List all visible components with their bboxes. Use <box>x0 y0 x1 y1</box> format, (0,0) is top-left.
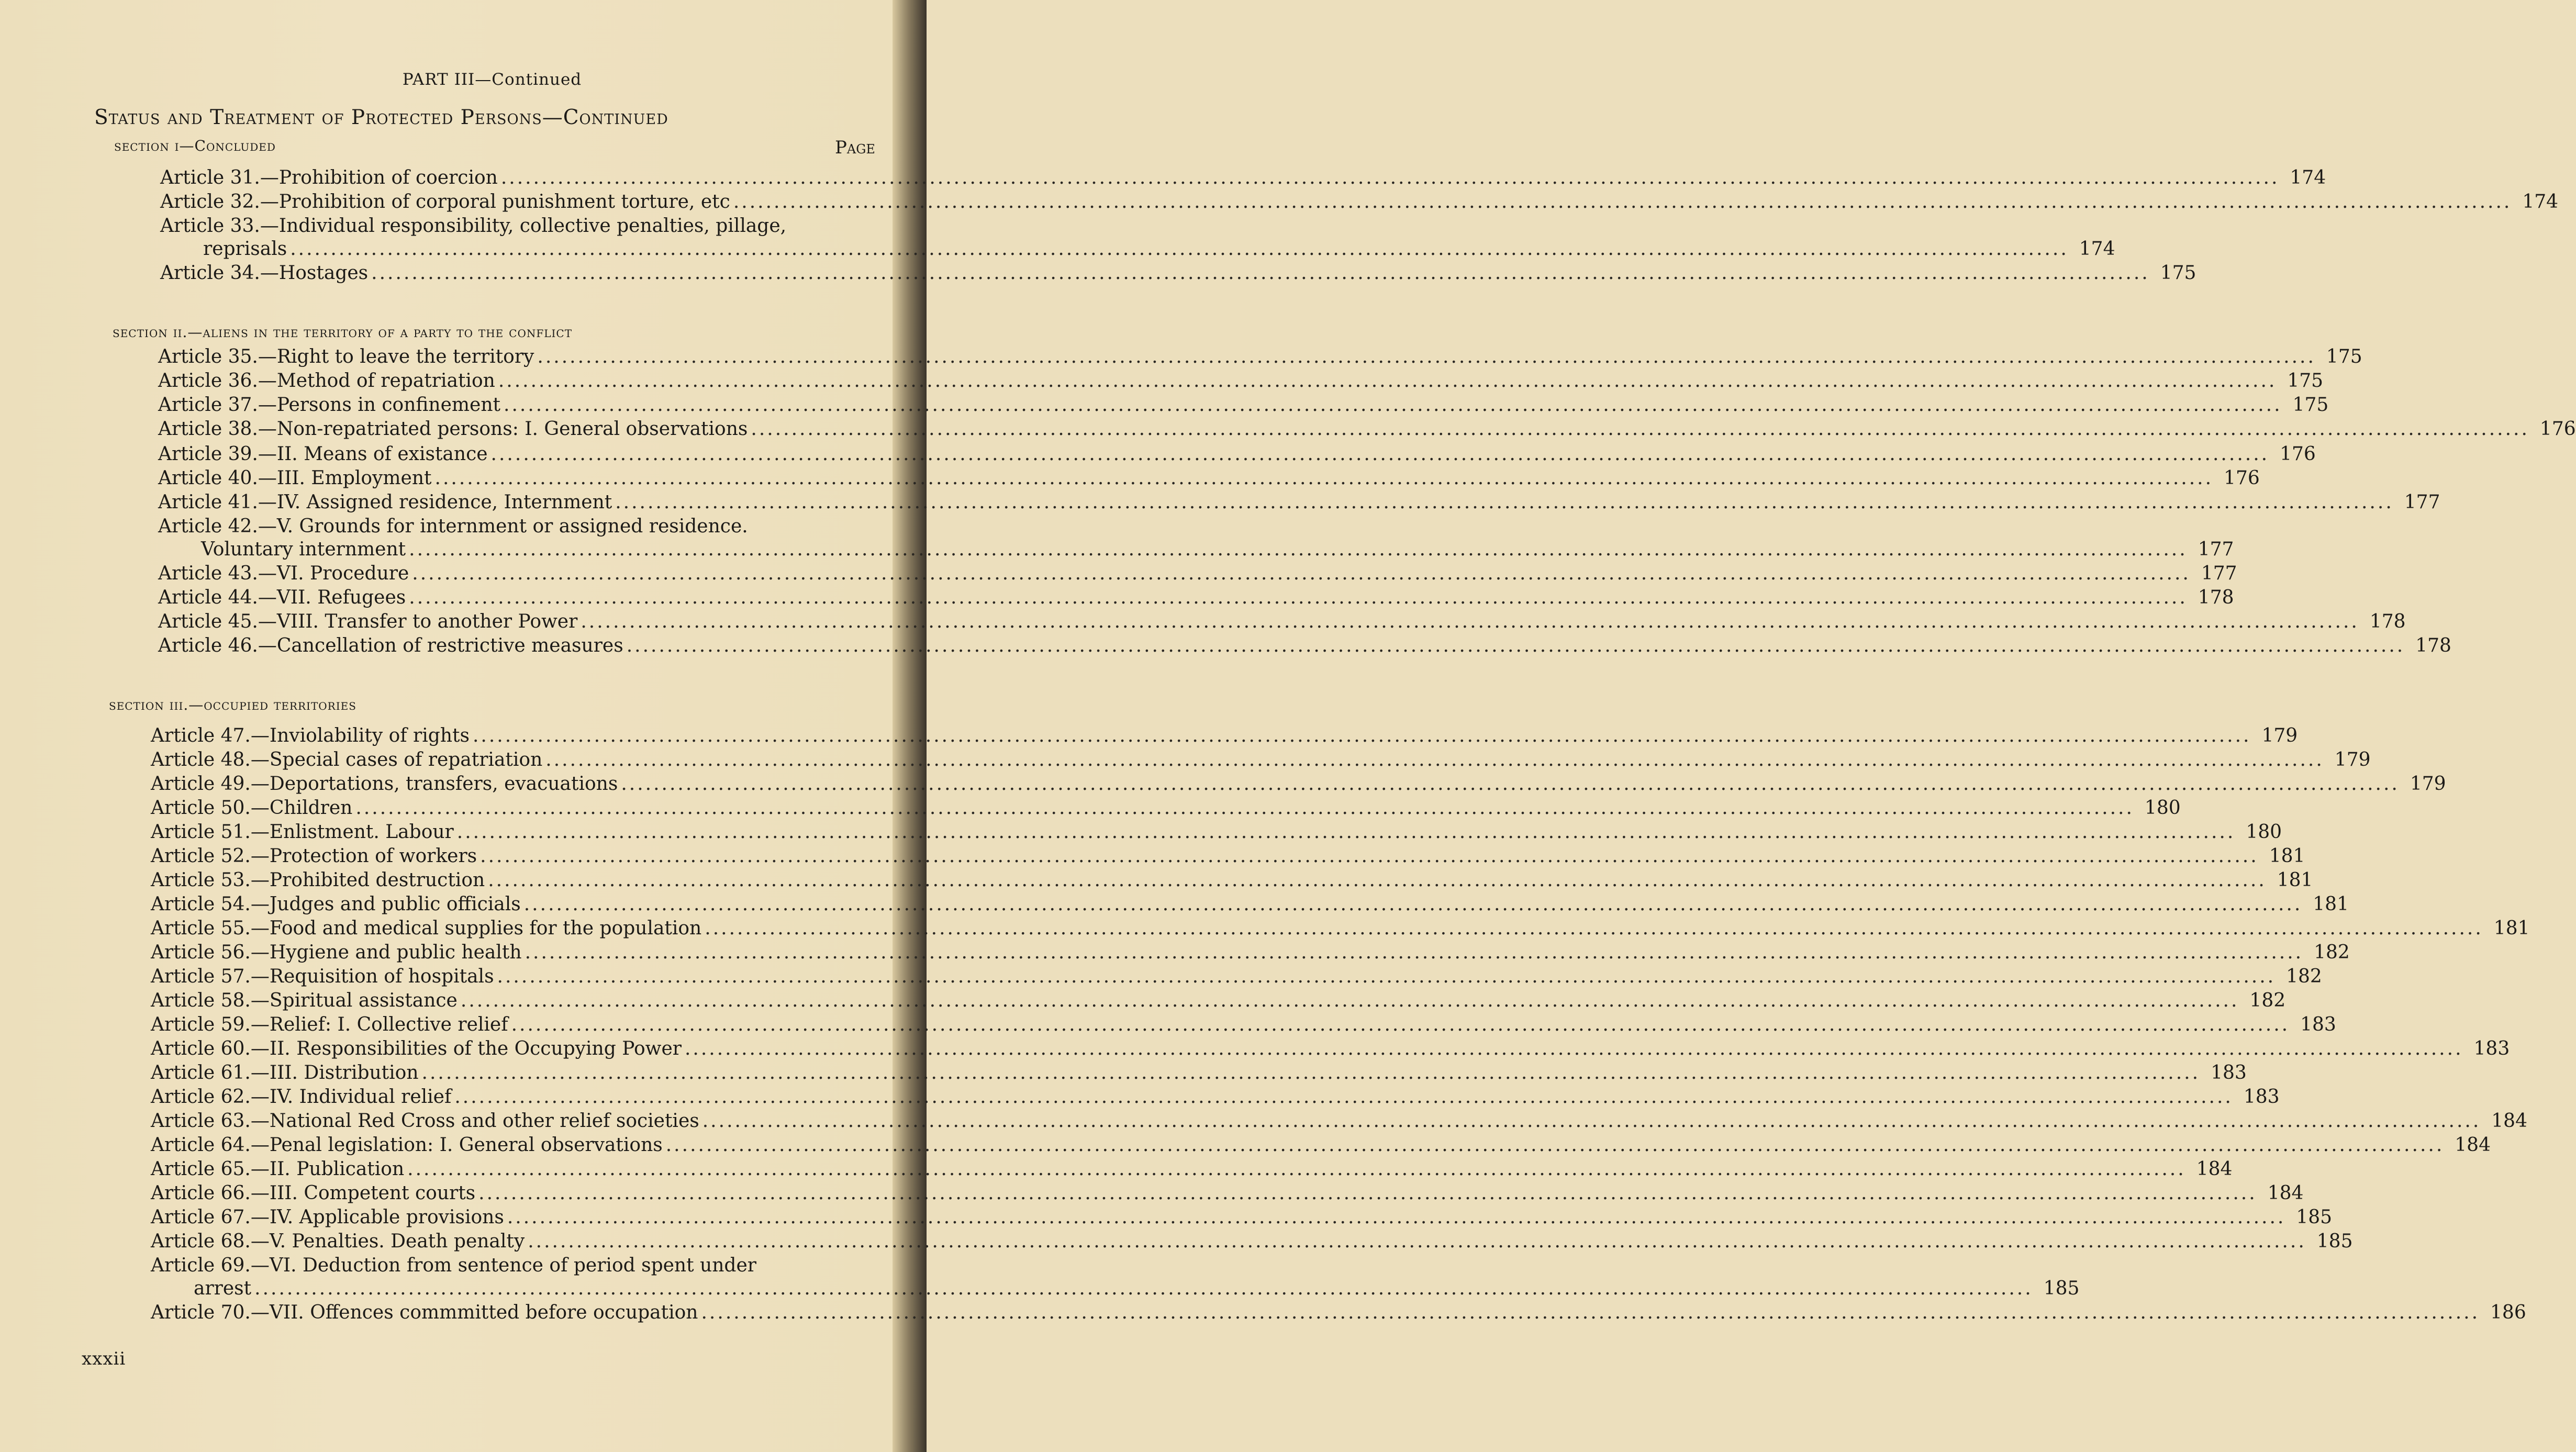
page-number: 180 <box>2144 797 2181 819</box>
dot-leader: ............................................................................................................................................................................................................................ <box>407 1158 2186 1180</box>
dot-leader: ............................................................................................................................................................................................................................ <box>488 869 2267 891</box>
entry-title-continued: reprisals <box>203 238 287 260</box>
entry-title: Article 57.—Requisition of hospitals <box>151 966 494 987</box>
dot-leader: ............................................................................................................................................................................................................................ <box>498 370 2277 392</box>
toc-entry <box>158 443 2316 466</box>
toc-entry <box>151 773 2446 796</box>
dot-leader: ............................................................................................................................................................................................................................ <box>472 725 2251 746</box>
dot-leader: ............................................................................................................................................................................................................................ <box>705 918 2483 939</box>
dot-leader: ............................................................................................................................................................................................................................ <box>615 492 2394 513</box>
toc-entry <box>158 491 2440 514</box>
entry-title: Article 63.—National Red Cross and other relief societies <box>151 1110 699 1132</box>
dot-leader: ............................................................................................................................................................................................................................ <box>581 611 2359 632</box>
toc-entry <box>151 989 2286 1012</box>
dot-leader: ............................................................................................................................................................................................................................ <box>665 1134 2445 1156</box>
entry-title: Article 49.—Deportations, transfers, evacuations <box>151 773 618 795</box>
page-number: 183 <box>2473 1038 2510 1059</box>
entry-title: Article 58.—Spiritual assistance <box>151 990 458 1011</box>
toc-entry <box>158 586 2234 609</box>
page-number: 179 <box>2334 749 2371 770</box>
dot-leader: ............................................................................................................................................................................................................................ <box>528 1231 2306 1252</box>
toc-entry <box>158 610 2406 633</box>
entry-title: Article 50.—Children <box>151 797 353 819</box>
page-number: 186 <box>2490 1302 2526 1323</box>
page-number: 178 <box>2415 635 2451 656</box>
page-number: 177 <box>2201 563 2237 584</box>
toc-entry <box>158 418 2576 441</box>
page-number: 185 <box>2316 1231 2353 1252</box>
toc-entry <box>160 215 2115 261</box>
dot-leader: ............................................................................................................................................................................................................................ <box>409 587 2188 608</box>
dot-leader: ............................................................................................................................................................................................................................ <box>460 990 2239 1011</box>
dot-leader: ............................................................................................................................................................................................................................ <box>254 1278 2033 1299</box>
toc-entry <box>151 724 2298 747</box>
toc-entry <box>151 1230 2353 1253</box>
dot-leader: ............................................................................................................................................................................................................................ <box>701 1302 2480 1323</box>
page-number: 176 <box>2539 418 2576 440</box>
toc-entry <box>151 845 2305 868</box>
entry-title: Article 40.—III. Employment <box>158 467 432 489</box>
dot-leader: ............................................................................................................................................................................................................................ <box>480 845 2259 867</box>
dot-leader: ............................................................................................................................................................................................................................ <box>523 893 2303 915</box>
dot-leader: ............................................................................................................................................................................................................................ <box>511 1014 2290 1035</box>
entry-title: Article 37.—Persons in confinement <box>158 394 500 416</box>
entry-title: Article 32.—Prohibition of corporal punishment torture, etc <box>160 191 730 213</box>
toc-entry <box>151 917 2530 940</box>
dot-leader: ............................................................................................................................................................................................................................ <box>507 1207 2286 1228</box>
entry-title: Article 51.—Enlistment. Labour <box>151 821 454 843</box>
entry-title: Article 53.—Prohibited destruction <box>151 869 485 891</box>
entry-title-continued: arrest <box>194 1278 252 1299</box>
entry-title: Article 31.—Prohibition of coercion <box>160 167 498 188</box>
page-number: 177 <box>2404 492 2440 513</box>
dot-leader: ............................................................................................................................................................................................................................ <box>355 797 2134 819</box>
page-number: 184 <box>2267 1182 2304 1204</box>
toc-entry <box>158 634 2451 657</box>
toc-entry <box>151 1062 2247 1085</box>
page-number: 180 <box>2246 821 2282 843</box>
entry-title: Article 67.—IV. Applicable provisions <box>151 1207 504 1228</box>
entry-title: Article 42.—V. Grounds for internment or assigned residence. <box>158 516 748 537</box>
toc-entry <box>151 1134 2491 1157</box>
page-number: 177 <box>2198 539 2234 560</box>
toc-entry <box>151 749 2371 772</box>
page-number: 183 <box>2243 1086 2280 1108</box>
toc-entry <box>158 467 2260 490</box>
toc-entry <box>151 1206 2333 1229</box>
page-column-label: Page <box>835 137 875 158</box>
entry-title: Article 66.—III. Competent courts <box>151 1182 476 1204</box>
entry-title: Article 56.—Hygiene and public health <box>151 942 522 963</box>
page-number: 176 <box>2224 467 2260 489</box>
dot-leader: ............................................................................................................................................................................................................................ <box>751 418 2529 440</box>
page-number: 181 <box>2493 918 2530 939</box>
dot-leader: ............................................................................................................................................................................................................................ <box>371 262 2150 284</box>
toc-entry <box>160 166 2326 189</box>
entry-title: Article 36.—Method of repatriation <box>158 370 495 392</box>
entry-title: Article 60.—II. Responsibilities of the Occupying Power <box>151 1038 682 1059</box>
section-heading: section i—Concluded <box>114 137 276 154</box>
page-number: 175 <box>2326 346 2362 367</box>
entry-title: Article 38.—Non-repatriated persons: I. General observations <box>158 418 748 440</box>
page-number: 174 <box>2290 167 2326 188</box>
entry-title: Article 59.—Relief: I. Collective relief <box>151 1014 508 1035</box>
dot-leader: ............................................................................................................................................................................................................................ <box>421 1062 2201 1084</box>
status-heading: Status and Treatment of Protected Persons—Continued <box>94 106 668 129</box>
page-number: 175 <box>2160 262 2196 284</box>
toc-entry <box>151 1086 2280 1109</box>
entry-title-continued: Voluntary internment <box>201 539 406 560</box>
dot-leader: ............................................................................................................................................................................................................................ <box>733 191 2512 213</box>
page-number: 178 <box>2198 587 2234 608</box>
entry-title: Article 46.—Cancellation of restrictive measures <box>158 635 623 656</box>
page-number: 174 <box>2522 191 2559 213</box>
section-heading: section iii.—occupied territories <box>109 696 356 713</box>
page-number: 175 <box>2287 370 2324 392</box>
page-number: 181 <box>2269 845 2305 867</box>
page-number: 181 <box>2277 869 2313 891</box>
dot-leader: ............................................................................................................................................................................................................................ <box>290 238 2069 260</box>
entry-title: Article 43.—VI. Procedure <box>158 563 409 584</box>
page-folio: xxxii <box>82 1348 126 1369</box>
dot-leader: ............................................................................................................................................................................................................................ <box>684 1038 2463 1059</box>
page-number: 182 <box>2314 942 2350 963</box>
toc-entry <box>151 821 2282 844</box>
page-number: 184 <box>2491 1110 2527 1132</box>
dot-leader: ............................................................................................................................................................................................................................ <box>500 167 2280 188</box>
toc-entry <box>160 191 2559 214</box>
toc-entry <box>158 515 2234 561</box>
entry-title: Article 34.—Hostages <box>160 262 369 284</box>
entry-title: Article 52.—Protection of workers <box>151 845 477 867</box>
entry-title: Article 65.—II. Publication <box>151 1158 405 1180</box>
toc-entry <box>151 1254 2080 1300</box>
toc-entry <box>151 1158 2233 1181</box>
page-number: 183 <box>2300 1014 2336 1035</box>
toc-entry <box>151 1037 2510 1060</box>
toc-entry <box>151 1182 2304 1205</box>
toc-entry <box>151 1013 2336 1036</box>
entry-title: Article 68.—V. Penalties. Death penalty <box>151 1231 525 1252</box>
entry-title: Article 33.—Individual responsibility, collective penalties, pillage, <box>160 215 787 237</box>
page-number: 176 <box>2280 443 2316 465</box>
dot-leader: ............................................................................................................................................................................................................................ <box>412 563 2191 584</box>
entry-title: Article 41.—IV. Assigned residence, Internment <box>158 492 612 513</box>
page-number: 174 <box>2079 238 2115 260</box>
toc-entry <box>151 893 2349 916</box>
page-number: 185 <box>2043 1278 2080 1299</box>
toc-entry <box>151 965 2322 988</box>
entry-title: Article 61.—III. Distribution <box>151 1062 419 1084</box>
toc-entry <box>158 370 2324 393</box>
entry-title: Article 55.—Food and medical supplies for the population <box>151 918 702 939</box>
entry-title: Article 45.—VIII. Transfer to another Power <box>158 611 578 632</box>
toc-entry <box>151 1110 2527 1133</box>
page-number: 182 <box>2249 990 2286 1011</box>
dot-leader: ............................................................................................................................................................................................................................ <box>434 467 2214 489</box>
dot-leader: ............................................................................................................................................................................................................................ <box>490 443 2270 465</box>
entry-title: Article 70.—VII. Offences commmitted before occupation <box>151 1302 698 1323</box>
toc-entry <box>158 345 2362 368</box>
entry-title: Article 35.—Right to leave the territory <box>158 346 534 367</box>
toc-entry <box>158 394 2329 417</box>
entry-title: Article 54.—Judges and public officials <box>151 893 521 915</box>
entry-title: Article 64.—Penal legislation: I. General observations <box>151 1134 663 1156</box>
dot-leader: ............................................................................................................................................................................................................................ <box>621 773 2400 795</box>
dot-leader: ............................................................................................................................................................................................................................ <box>478 1182 2257 1204</box>
entry-title: Article 62.—IV. Individual relief <box>151 1086 452 1108</box>
dot-leader: ............................................................................................................................................................................................................................ <box>456 821 2236 843</box>
dot-leader: ............................................................................................................................................................................................................................ <box>525 942 2304 963</box>
page-number: 184 <box>2196 1158 2233 1180</box>
dot-leader: ............................................................................................................................................................................................................................ <box>409 539 2188 560</box>
dot-leader: ............................................................................................................................................................................................................................ <box>626 635 2405 656</box>
dot-leader: ............................................................................................................................................................................................................................ <box>537 346 2316 367</box>
toc-entry <box>151 797 2181 820</box>
dot-leader: ............................................................................................................................................................................................................................ <box>504 394 2282 416</box>
page-number: 185 <box>2296 1207 2333 1228</box>
entry-title: Article 39.—II. Means of existance <box>158 443 488 465</box>
dot-leader: ............................................................................................................................................................................................................................ <box>454 1086 2233 1108</box>
page-number: 179 <box>2261 725 2298 746</box>
dot-leader: ............................................................................................................................................................................................................................ <box>545 749 2324 770</box>
page-number: 175 <box>2292 394 2329 416</box>
entry-title: Article 44.—VII. Refugees <box>158 587 406 608</box>
part-heading: PART III—Continued <box>402 70 582 89</box>
toc-entry <box>151 1301 2526 1324</box>
section-heading: section ii.—aliens in the territory of a party to the conflict <box>113 323 573 341</box>
entry-title: Article 48.—Special cases of repatriation <box>151 749 543 770</box>
entry-title: Article 69.—VI. Deduction from sentence of period spent under <box>151 1255 756 1276</box>
page-number: 183 <box>2211 1062 2247 1084</box>
toc-entry <box>158 562 2237 585</box>
toc-entry <box>151 941 2350 964</box>
entry-title: Article 47.—Inviolability of rights <box>151 725 470 746</box>
page-number: 179 <box>2410 773 2446 795</box>
dot-leader: ............................................................................................................................................................................................................................ <box>702 1110 2481 1132</box>
toc-entry <box>151 869 2313 892</box>
page-number: 181 <box>2313 893 2349 915</box>
page-number: 182 <box>2286 966 2322 987</box>
page-number: 178 <box>2369 611 2406 632</box>
page-number: 184 <box>2455 1134 2491 1156</box>
toc-entry <box>160 262 2196 285</box>
dot-leader: ............................................................................................................................................................................................................................ <box>497 966 2276 987</box>
